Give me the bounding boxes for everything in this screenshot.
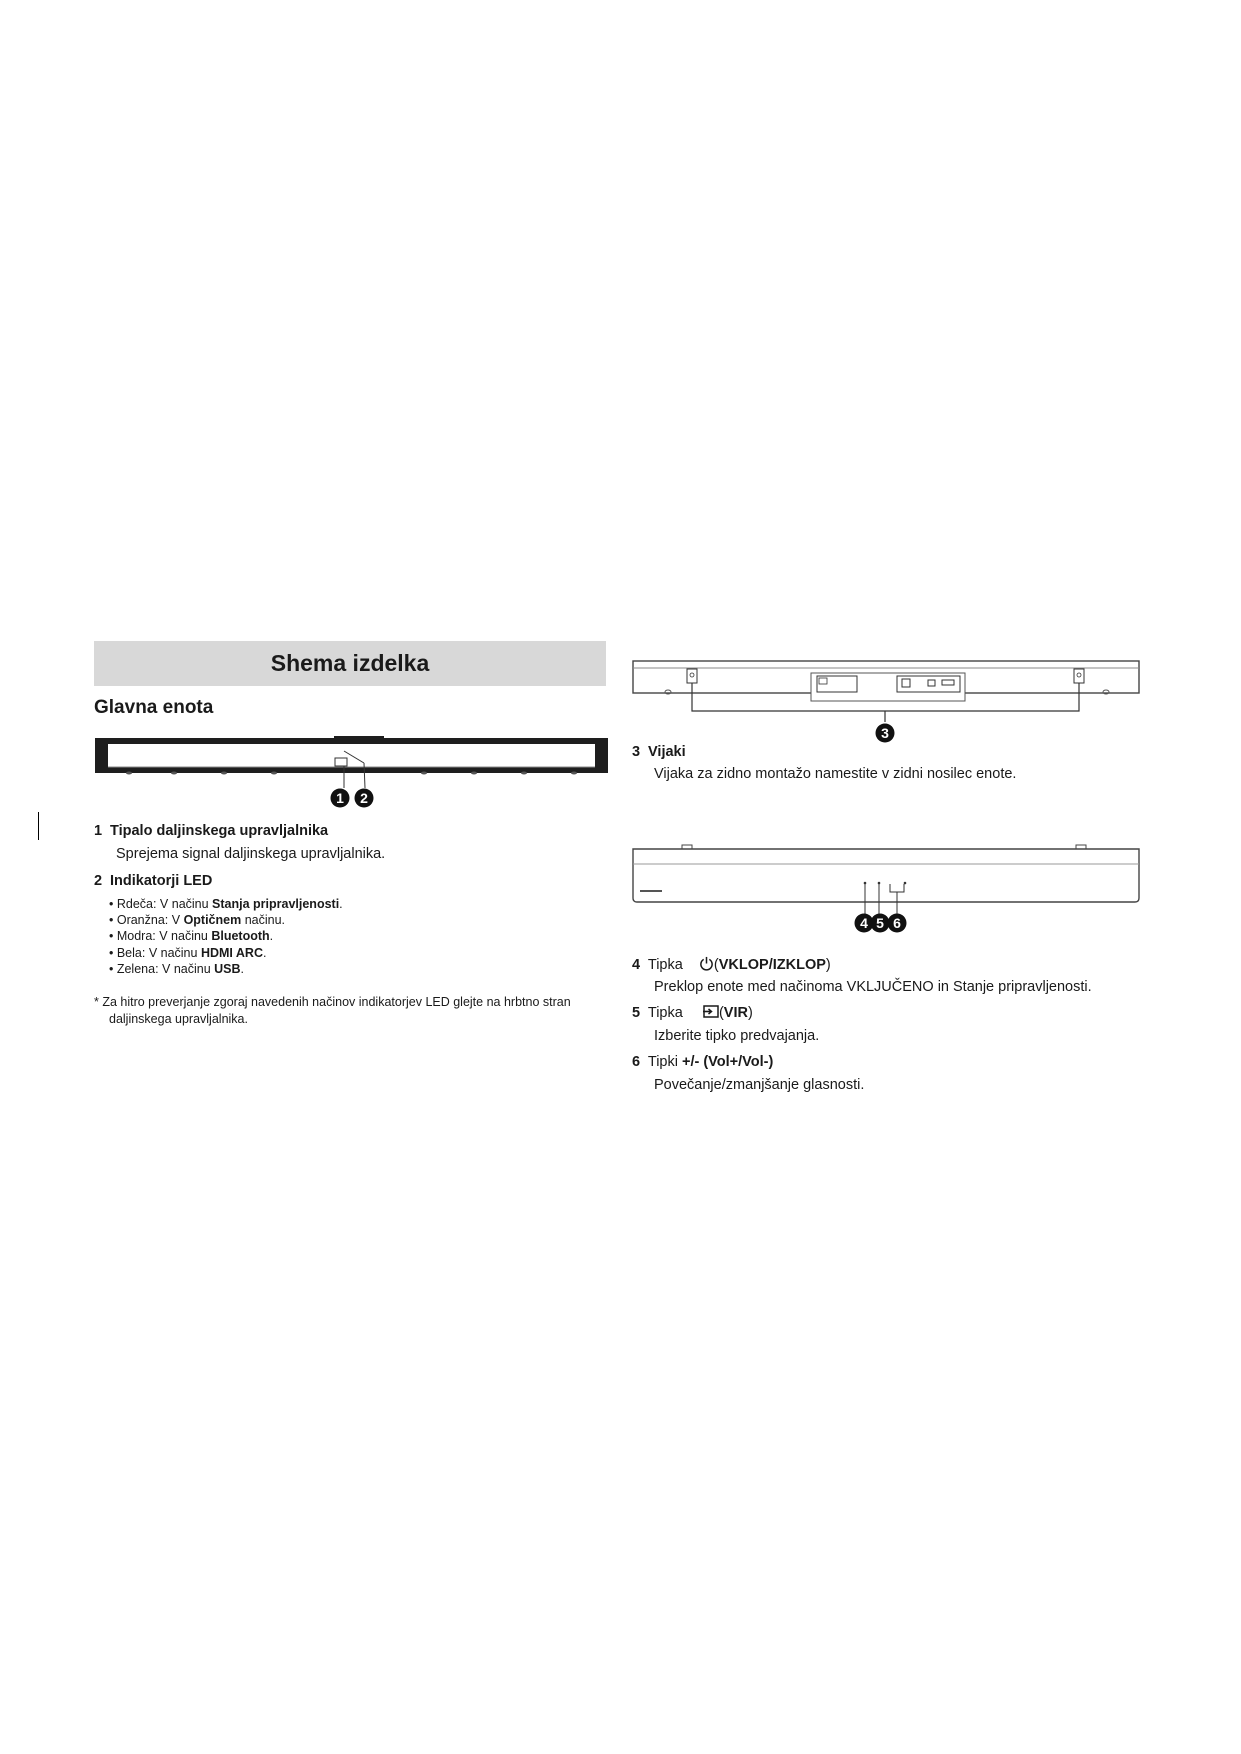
svg-text:3: 3 <box>881 725 889 741</box>
page-title-text: Shema izdelka <box>270 650 430 676</box>
source-icon <box>703 1005 719 1018</box>
port-usb <box>942 680 954 685</box>
callout-3 <box>876 724 895 743</box>
svg-text:6: 6 <box>893 915 901 931</box>
soundbar-top-body <box>633 849 1139 902</box>
item-4-desc: Preklop enote med načinoma VKLJUČENO in Stanje pripravljenosti. <box>654 979 1092 995</box>
item-2-heading: 2 Indikatorji LED <box>94 873 213 889</box>
brand-logo <box>640 890 662 892</box>
port-hdmi <box>928 680 935 686</box>
item-5-desc: Izberite tipko predvajanja. <box>654 1028 820 1044</box>
source-button-dot <box>878 882 881 885</box>
led-item-orange: • Oranžna: V Optičnem načinu. <box>109 913 285 928</box>
right-screw-slot <box>1074 669 1084 683</box>
note-line-2: daljinskega upravljalnika. <box>109 1012 248 1026</box>
soundbar-back-diagram <box>632 656 1144 748</box>
section-heading: Glavna enota <box>94 697 214 718</box>
svg-text:5: 5 <box>876 915 884 931</box>
svg-text:2: 2 <box>360 790 368 806</box>
callout-2 <box>355 789 374 808</box>
led-item-green: • Zelena: V načinu USB. <box>109 961 245 976</box>
item-3-heading: 3 Vijaki <box>632 744 686 760</box>
item-6-heading: 6 Tipki +/- (Vol+/Vol-) <box>632 1054 774 1070</box>
page-title <box>94 641 606 686</box>
led-item-blue: • Modra: V načinu Bluetooth. <box>109 929 274 944</box>
led-list <box>109 896 343 977</box>
callout-6 <box>888 914 907 933</box>
soundbar-front-diagram <box>94 736 610 808</box>
item-5-heading: 5 Tipka (VIR) <box>632 1005 753 1021</box>
svg-text:1: 1 <box>336 790 344 806</box>
item-3-desc: Vijaka za zidno montažo namestite v zidni nosilec enote. <box>654 766 1017 782</box>
item-1-desc: Sprejema signal daljinskega upravljalnika. <box>116 846 386 862</box>
power-button-dot <box>864 882 867 885</box>
led-item-white: • Bela: V načinu HDMI ARC. <box>109 945 267 960</box>
callout-5 <box>871 914 890 933</box>
margin-bar <box>38 812 39 840</box>
item-1-heading: 1 Tipalo daljinskega upravljalnika <box>94 823 329 839</box>
item-6-desc: Povečanje/zmanjšanje glasnosti. <box>654 1077 865 1093</box>
led-item-red: • Rdeča: V načinu Stanja pripravljenosti. <box>109 897 343 911</box>
left-screw-slot <box>687 669 697 683</box>
note-line-1: * Za hitro preverjanje zgoraj navedenih načinov indikatorjev LED glejte na hrbtno stran <box>94 995 571 1009</box>
volume-button-dot <box>904 882 907 885</box>
svg-text:4: 4 <box>860 915 868 931</box>
power-icon <box>699 956 714 971</box>
item-4-heading: 4 Tipka (VKLOP/IZKLOP) <box>632 957 831 973</box>
soundbar-top-diagram <box>632 840 1144 940</box>
callout-1 <box>331 789 350 808</box>
port-optical <box>902 679 910 687</box>
